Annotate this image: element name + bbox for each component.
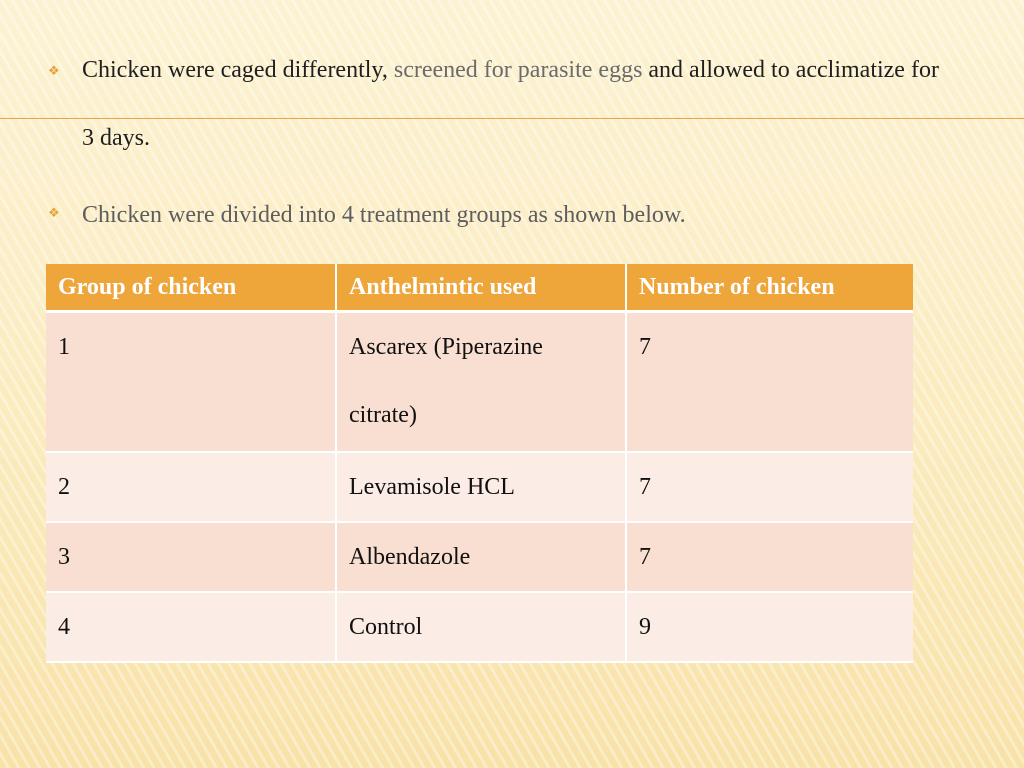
cell-anthelmintic: Control: [336, 592, 626, 662]
column-header-number: Number of chicken: [626, 264, 913, 312]
column-header-anthelmintic: Anthelmintic used: [336, 264, 626, 312]
bullet-point-2: [48, 200, 686, 230]
bullet-text: [82, 36, 948, 172]
table-row: [46, 312, 913, 453]
cell-anthelmintic-text: Ascarex (Piperazine citrate): [349, 334, 543, 428]
bullet-point-1: [48, 36, 948, 172]
table-row: [46, 592, 913, 662]
bullet-text-part: and allowed to acclimatize for 3 days.: [82, 57, 939, 151]
treatment-groups-table: [46, 264, 913, 663]
table-row: [46, 452, 913, 522]
column-header-group: Group of chicken: [46, 264, 336, 312]
table-row: [46, 522, 913, 592]
bullet-text: Chicken were divided into 4 treatment groups as shown below.: [82, 202, 686, 228]
bullet-text-part: Chicken were caged differently,: [82, 57, 394, 83]
cell-number: 7: [626, 452, 913, 522]
diamond-bullet-icon: ❖: [48, 205, 60, 220]
cell-group: 2: [46, 452, 336, 522]
cell-number: 7: [626, 522, 913, 592]
bullet-text-highlight: screened for parasite eggs: [393, 57, 643, 83]
cell-anthelmintic: Levamisole HCL: [336, 452, 626, 522]
cell-anthelmintic: Albendazole: [336, 522, 626, 592]
cell-group: 4: [46, 592, 336, 662]
table-header-row: [46, 264, 913, 312]
cell-number: 9: [626, 592, 913, 662]
cell-group: 1: [46, 312, 336, 453]
cell-anthelmintic: [336, 312, 626, 453]
cell-number: 7: [626, 312, 913, 453]
diamond-bullet-icon: ❖: [48, 63, 60, 78]
cell-group: 3: [46, 522, 336, 592]
